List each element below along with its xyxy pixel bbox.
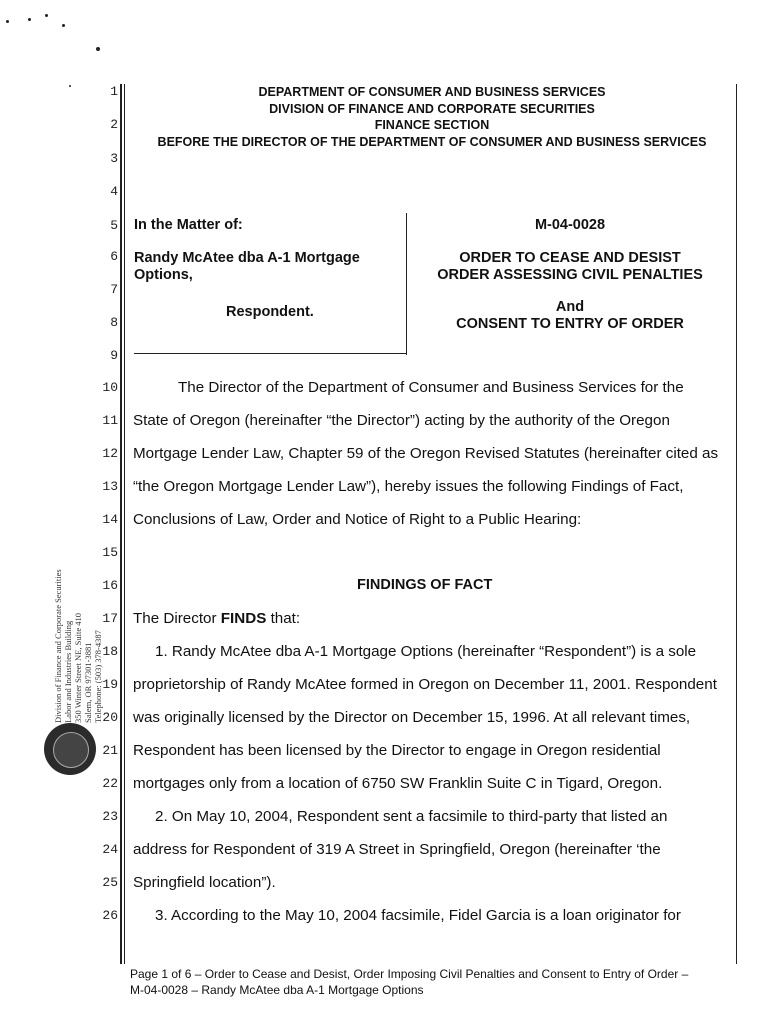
right-margin-rule bbox=[736, 84, 737, 964]
line-number: 5 bbox=[110, 218, 118, 233]
line-number: 2 bbox=[110, 117, 118, 132]
respondent-name-line-1: Randy McAtee dba A-1 Mortgage bbox=[134, 250, 360, 266]
state-seal bbox=[44, 723, 96, 775]
line-number: 23 bbox=[102, 809, 118, 824]
left-margin-rule-inner bbox=[124, 84, 125, 964]
intro-line-1: The Director of the Department of Consumer and Business Services for the bbox=[178, 379, 684, 396]
left-margin-rule-outer bbox=[120, 84, 122, 964]
matter-label: In the Matter of: bbox=[134, 217, 243, 233]
finding-1-line-4: Respondent has been licensed by the Director to engage in Oregon residential bbox=[133, 742, 661, 759]
line-number: 10 bbox=[102, 380, 118, 395]
line-number: 21 bbox=[102, 743, 118, 758]
line-number: 6 bbox=[110, 249, 118, 264]
footer-line-2: M-04-0028 – Randy McAtee dba A-1 Mortgage Options bbox=[130, 983, 424, 997]
respondent-label: Respondent. bbox=[226, 304, 314, 320]
caption-underline bbox=[134, 353, 406, 354]
line-number: 25 bbox=[102, 875, 118, 890]
finding-1-line-2: proprietorship of Randy McAtee formed in Oregon on December 11, 2001. Respondent bbox=[133, 676, 717, 693]
line-number: 24 bbox=[102, 842, 118, 857]
page-footer bbox=[130, 966, 740, 998]
line-number: 8 bbox=[110, 315, 118, 330]
intro-line-3: Mortgage Lender Law, Chapter 59 of the Oregon Revised Statutes (hereinafter cited as bbox=[133, 445, 719, 462]
sidebar-city: Salem, OR 97301-3881 bbox=[83, 642, 93, 723]
line-number: 18 bbox=[102, 644, 118, 659]
finding-3-line-1: 3. According to the May 10, 2004 facsimile, Fidel Garcia is a loan originator for bbox=[155, 907, 681, 924]
finds-suffix: that: bbox=[266, 610, 301, 627]
header-section: FINANCE SECTION bbox=[374, 118, 490, 132]
finding-2-line-2: address for Respondent of 319 A Street in Springfield, Oregon (hereinafter ‘the bbox=[133, 841, 661, 858]
director-finds-line bbox=[133, 610, 300, 627]
line-number: 16 bbox=[102, 578, 118, 593]
header-department: DEPARTMENT OF CONSUMER AND BUSINESS SERVICES bbox=[258, 85, 606, 99]
header-before: BEFORE THE DIRECTOR OF THE DEPARTMENT OF CONSUMER AND BUSINESS SERVICES bbox=[157, 134, 707, 149]
line-number: 13 bbox=[102, 479, 118, 494]
case-number: M-04-0028 bbox=[534, 217, 606, 233]
finding-1-line-5: mortgages only from a location of 6750 SW Franklin Suite C in Tigard, Oregon. bbox=[133, 775, 663, 792]
respondent-name-line-2: Options, bbox=[134, 267, 193, 283]
line-number: 17 bbox=[102, 611, 118, 626]
line-number: 19 bbox=[102, 677, 118, 692]
line-number: 1 bbox=[110, 84, 118, 99]
line-number: 26 bbox=[102, 908, 118, 923]
scan-speck bbox=[28, 18, 31, 21]
finds-bold: FINDS bbox=[220, 610, 267, 627]
finding-2-line-3: Springfield location”). bbox=[133, 874, 276, 891]
sidebar-building: Labor and Industries Building bbox=[63, 620, 73, 723]
scan-speck bbox=[45, 14, 48, 17]
sidebar-telephone: Telephone: (503) 378-4387 bbox=[93, 630, 103, 723]
footer-line-1: Page 1 of 6 – Order to Cease and Desist, Order Imposing Civil Penalties and Consent to Entry of Order – bbox=[130, 967, 689, 981]
sidebar-division: Division of Finance and Corporate Securities bbox=[53, 569, 63, 723]
line-number: 9 bbox=[110, 348, 118, 363]
page-header bbox=[134, 84, 730, 150]
finding-1-line-3: was originally licensed by the Director on December 15, 1996. At all relevant times, bbox=[133, 709, 691, 726]
intro-line-5: Conclusions of Law, Order and Notice of Right to a Public Hearing: bbox=[133, 511, 582, 528]
findings-heading: FINDINGS OF FACT bbox=[357, 577, 493, 593]
line-number: 20 bbox=[102, 710, 118, 725]
line-number: 15 bbox=[102, 545, 118, 560]
line-number: 14 bbox=[102, 512, 118, 527]
intro-line-2: State of Oregon (hereinafter “the Director”) acting by the authority of the Oregon bbox=[133, 412, 670, 429]
agency-address-text bbox=[53, 569, 103, 723]
line-number-column bbox=[76, 0, 118, 1024]
order-title-cease-desist: ORDER TO CEASE AND DESIST bbox=[459, 250, 681, 266]
finding-1-line-1: 1. Randy McAtee dba A-1 Mortgage Options (hereinafter “Respondent”) is a sole bbox=[155, 643, 697, 660]
line-number: 22 bbox=[102, 776, 118, 791]
finding-2-line-1: 2. On May 10, 2004, Respondent sent a facsimile to third-party that listed an bbox=[155, 808, 668, 825]
line-number: 12 bbox=[102, 446, 118, 461]
line-number: 11 bbox=[102, 413, 118, 428]
scan-speck bbox=[69, 85, 71, 87]
agency-address-sidebar bbox=[53, 543, 103, 723]
scan-speck bbox=[62, 24, 65, 27]
order-title-civil-penalties: ORDER ASSESSING CIVIL PENALTIES bbox=[437, 267, 703, 283]
header-division: DIVISION OF FINANCE AND CORPORATE SECURITIES bbox=[269, 101, 595, 116]
sidebar-street: 350 Winter Street NE, Suite 410 bbox=[73, 613, 83, 723]
state-seal-inner bbox=[53, 732, 89, 768]
intro-line-4: “the Oregon Mortgage Lender Law”), hereby issues the following Findings of Fact, bbox=[133, 478, 684, 495]
order-title-consent: CONSENT TO ENTRY OF ORDER bbox=[456, 316, 684, 332]
line-number: 3 bbox=[110, 151, 118, 166]
finds-prefix: The Director bbox=[133, 610, 221, 627]
caption-divider-vertical bbox=[406, 213, 407, 355]
line-number: 4 bbox=[110, 184, 118, 199]
order-title-and: And bbox=[555, 299, 585, 315]
scan-speck bbox=[6, 20, 9, 23]
line-number: 7 bbox=[110, 282, 118, 297]
